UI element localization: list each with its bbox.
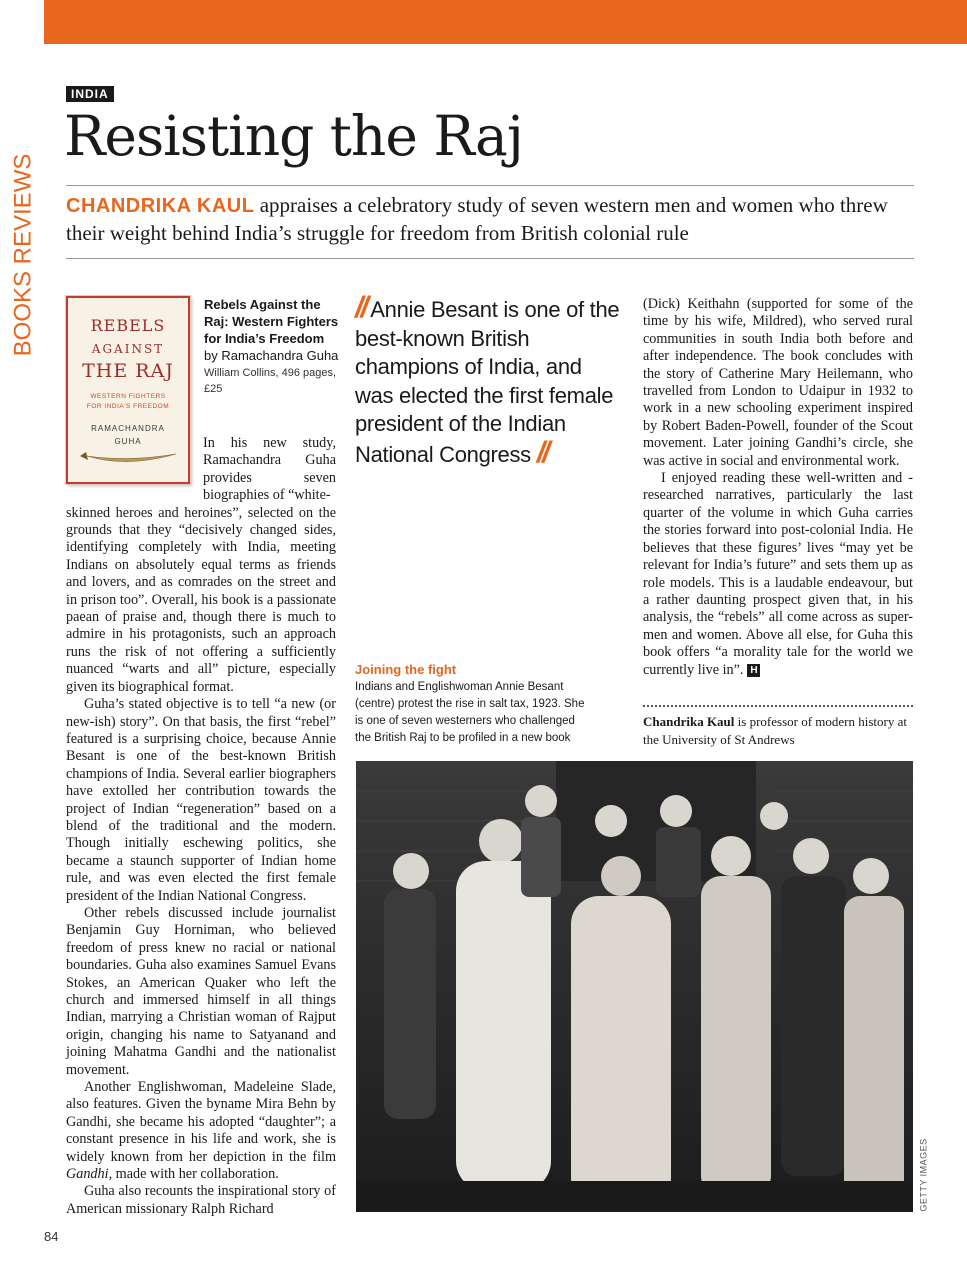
historical-photo xyxy=(356,761,913,1212)
end-mark-icon: H xyxy=(747,664,760,677)
caption-text: Indians and Englishwoman Annie Besant (centre) protest the rise in salt tax, 1923. She is one of seven westerners who challenged the British Raj to be profiled in a new book xyxy=(355,681,585,744)
cover-title-line2: AGAINST xyxy=(91,342,165,356)
cover-subtitle: WESTERN FIGHTERS FOR INDIA'S FREEDOM xyxy=(86,393,170,410)
top-color-bar xyxy=(44,0,967,44)
divider-bottom xyxy=(66,258,914,259)
paragraph-6: (Dick) Keithahn (supported for some of the time by his wife, Mildred), who served rural communities in south India both before and after independence. The book concludes with the story of Catherine Mary Heilemann, who travelled from London to Udaipur in 1932 to work in a new schooling experiment inspired by Robert Baden-Powell, founder of the Scout movement. Later joining Gandhi’s circle, she was active in social and environmental work. xyxy=(643,296,913,469)
paragraph-7: I enjoyed reading these well-written and -researched narratives, particularly the last quarter of the volume in which Guha carries the stories forward into post-colonial India. He believes that these figures’ lives “may yet be relevant for India’s future” and sets them up as role models. This is a laudable endeavour, but a rather daunting prospect given that, in his analysis, the “rebels” all come across as super-men and women. Above all else, for Guha this book offers “a morality tale for the world we currently live in”. H xyxy=(643,470,913,678)
photo-credit: GETTY IMAGES xyxy=(918,1138,929,1212)
category-tag: INDIA xyxy=(66,86,114,102)
cover-title-line1: REBELS xyxy=(90,316,166,335)
pull-quote-text: Annie Besant is one of the best-known British champions of India, and was elected the first female president of the Indian National Congress xyxy=(355,297,620,467)
paragraph-2: Guha’s stated objective is to tell “a new (or new-ish) story”. On that basis, the first “rebel” featured is a surprising choice, because Annie Besant is one of the best-known British champions of India. Several earlier biographers have extolled her contribution towards the project of Indian “regeneration” based on a blend of the traditional and the modern. Though initially eschewing politics, she became a staunch supporter of Indian home rule, and was even elected the first female president of the Indian National Congress. xyxy=(66,696,336,904)
headline: Resisting the Raj xyxy=(64,104,523,168)
paragraph-1: In his new study, Ramachandra Guha provides seven biographies of “white- xyxy=(203,435,336,504)
pull-quote xyxy=(355,291,625,469)
photo-caption xyxy=(355,661,585,747)
book-author: by Ramachandra Guha xyxy=(204,348,339,363)
paragraph-3: Other rebels discussed include journalist Benjamin Guy Horniman, who believed freedom of press knew no racial or national boundaries. Guha also examines Samuel Evans Stokes, an American Quaker who left the church and immersed himself in all things Indian, marrying a Christian woman of Rajput origin, changing his name to Satyanand and joining Mahatma Gandhi and the nationalist movement. xyxy=(66,904,336,1078)
column-1 xyxy=(66,435,336,1218)
book-publisher: William Collins, 496 pages, £25 xyxy=(204,367,337,395)
book-info xyxy=(204,296,344,397)
standfirst xyxy=(66,192,914,247)
paragraph-5: Guha also recounts the inspirational story of American missionary Ralph Richard xyxy=(66,1183,336,1217)
book-title: Rebels Against the Raj: Western Fighters for India’s Freedom xyxy=(204,297,339,346)
quote-close-mark: // xyxy=(536,435,548,469)
standfirst-text: appraises a celebratory study of seven western men and women who threw their weight behind India’s struggle for freedom from British colonial rule xyxy=(66,193,888,245)
standfirst-author: CHANDRIKA KAUL xyxy=(66,195,255,217)
group-photo-image xyxy=(356,761,913,1212)
section-label: BOOKS REVIEWS xyxy=(9,153,36,357)
film-title: Gandhi xyxy=(66,1166,109,1183)
paragraph-1-cont: skinned heroes and heroines”, selected on the grounds that they “decisively changed sides, identifying completely with India, meeting Indians on absolutely equal terms as friends and lovers, and as comrades on the street and in prison too”. Overall, his book is a passionate paean of praise and, though there is much to admire in his protagonists, such an approach runs the risk of not offering a sufficiently nuanced “warts and all” picture, especially given its biographical format. xyxy=(66,504,336,695)
caption-title: Joining the fight xyxy=(355,662,457,677)
reviewer-bio: Chandrika Kaul is professor of modern history at the University of St Andrews xyxy=(643,714,907,747)
cover-title-line3: THE RAJ xyxy=(82,360,174,382)
divider-top xyxy=(66,185,914,186)
page-number: 84 xyxy=(44,1229,59,1244)
reviewer-name: Chandrika Kaul xyxy=(643,714,735,729)
quote-open-mark: // xyxy=(355,291,366,324)
column-3 xyxy=(643,296,913,679)
cover-author: RAMACHANDRA GUHA xyxy=(91,424,165,446)
dotted-divider xyxy=(643,705,913,707)
paragraph-4: Another Englishwoman, Madeleine Slade, also features. Given the byname Mira Behn by Gandhi, she became his adopted “daughter”; a constant presence in his life and work, she is widely known from her depiction in the film Gandhi, made with her collaboration. xyxy=(66,1079,336,1183)
